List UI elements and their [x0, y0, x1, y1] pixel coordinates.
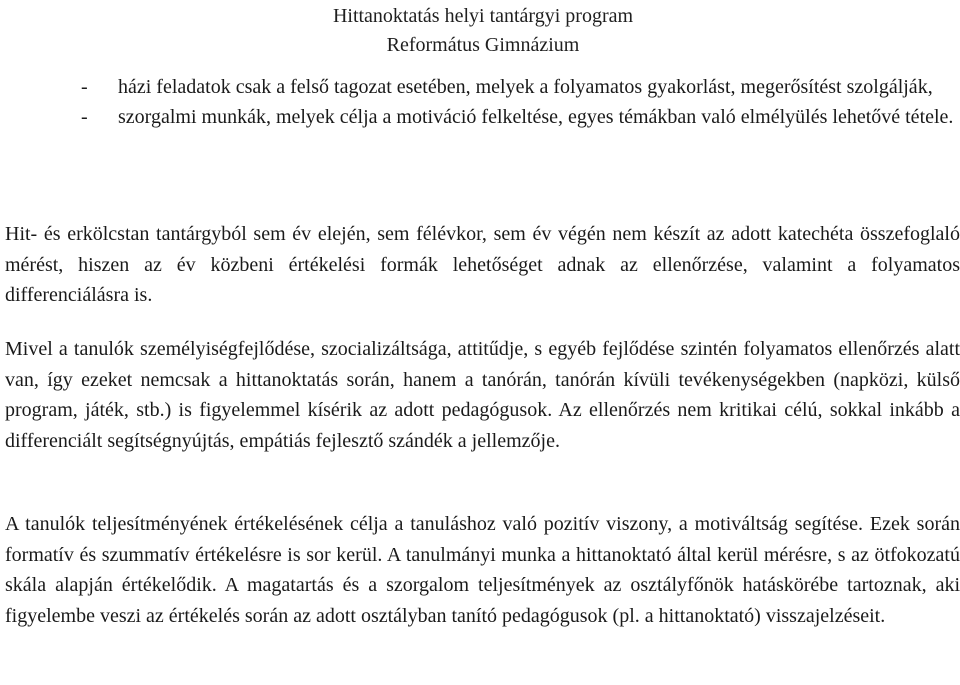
paragraph-personality-development: Mivel a tanulók személyiségfejlődése, szocializáltsága, attitűdje, s egyéb fejlődése szintén folyamatos ellenőrzés alatt van, így ezeket nemcsak a hittanoktatás során, hanem a tanórán, tanórán kívüli tevékenységekben (napközi, külső program, játék, stb.) is figyelemmel kísérik az adott pedagógusok. Az ellenőrzés nem kritikai célú, sokkal inkább a differenciált segítségnyújtás, empátiás fejlesztő szándék a jellemzője. — [5, 338, 960, 452]
school-name: Református Gimnázium — [386, 34, 580, 56]
list-item — [0, 72, 960, 102]
list-item-text: házi feladatok csak a felső tagozat esetében, melyek a folyamatos gyakorlást, megerősítést szolgálják, — [118, 76, 933, 98]
list-item — [0, 102, 960, 132]
paragraph-assessment: Hit- és erkölcstan tantárgyból sem év elején, sem félévkor, sem év végén nem készít az adott katechéta összefoglaló mérést, hiszen az év közbeni értékelési formák lehetőséget adnak az ellenőrzése, valamint a folyamatos differenciálásra is. — [5, 223, 960, 307]
page-header — [0, 2, 960, 60]
bullet-list — [0, 72, 960, 132]
list-item-text: szorgalmi munkák, melyek célja a motiváció felkeltése, egyes témákban való elmélyülés lehetővé tétele. — [118, 106, 954, 128]
list-dash: - — [81, 106, 88, 128]
paragraph-evaluation-goals: A tanulók teljesítményének értékelésének célja a tanuláshoz való pozitív viszony, a motiváltság segítése. Ezek során formatív és szummatív értékelésre is sor kerül. A tanulmányi munka a hittanoktató által kerül mérésre, s az ötfokozatú skála alapján értékelődik. A magatartás és a szorgalom teljesítmények az osztályfőnök hatáskörébe tartoznak, aki figyelembe veszi az értékelés során az adott osztályban tanító pedagógusok (pl. a hittanoktató) visszajelzéseit. — [5, 513, 960, 627]
list-dash: - — [81, 76, 88, 98]
document-title: Hittanoktatás helyi tantárgyi program — [332, 5, 634, 27]
